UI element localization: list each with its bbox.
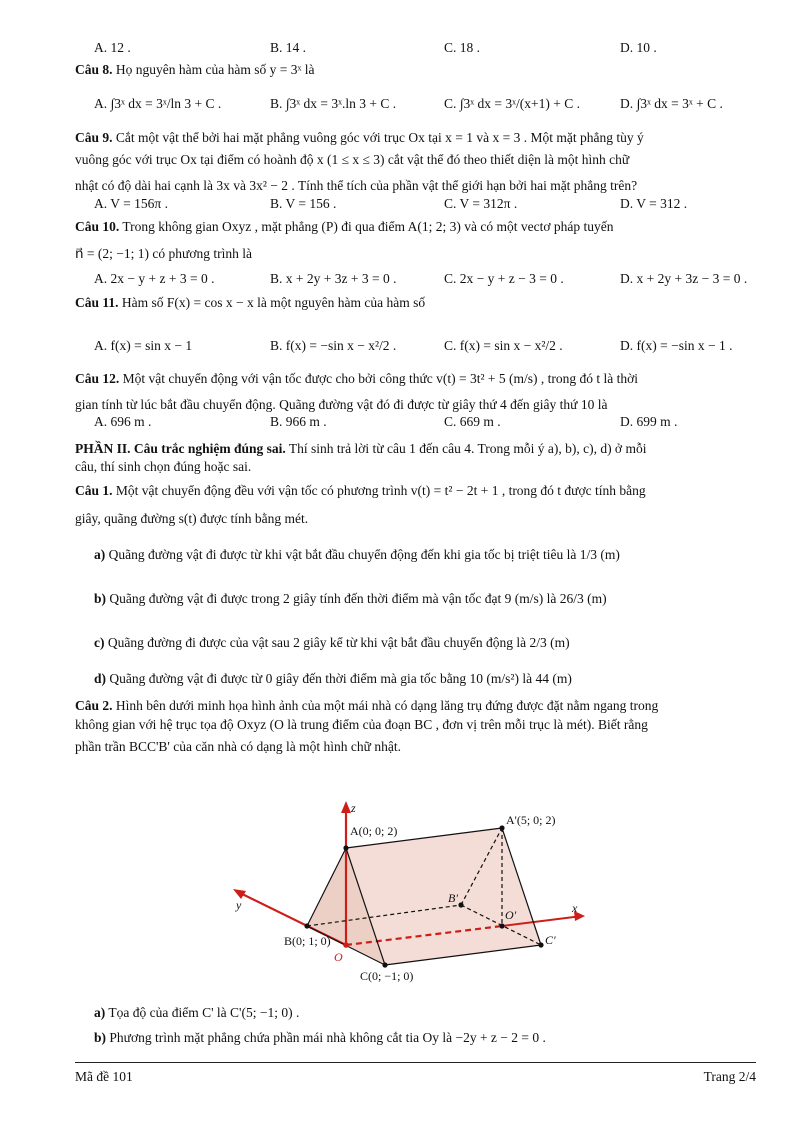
c2-item-a[interactable]: a) Tọa độ của điểm C' là C'(5; −1; 0) . [94,1005,300,1020]
exam-code: Mã đề 101 [75,1069,133,1084]
q11-option-d: D. f(x) = −sin x − 1 . [620,338,733,353]
q10-option-a: A. 2x − y + z + 3 = 0 . [94,271,215,286]
q7-option-d: D. 10 . [620,40,657,55]
q7-option-c: C. 18 . [444,40,481,55]
q8-option-d: D. ∫3ˣ dx = 3ˣ + C . [620,96,723,111]
label-B-prime: B' [448,891,458,905]
label-O: O [334,950,343,964]
c2-line-2: không gian với hệ trục tọa độ Oxyz (O là trung điểm của đoạn BC , đơn vị trên mỗi trục là mét). Biết rằng [75,717,648,732]
q12-option-c: C. 669 m . [444,414,501,429]
c1-item-c[interactable]: c) Quãng đường đi được của vật sau 2 giây kể từ khi vật bắt đầu chuyển động là 2/3 (m) [94,635,570,650]
z-axis-arrow-icon [341,801,351,813]
q7-option-b: B. 14 . [270,40,307,55]
label-C-prime: C' [545,933,556,947]
q12-line-2: gian tính từ lúc bắt đầu chuyển động. Quãng đường vật đó đi được từ giây thứ 4 đến giây thứ 10 là [75,397,608,412]
label-x: x [572,901,578,915]
c1-line-2: giây, quãng đường s(t) được tính bằng mét. [75,511,309,526]
q11-option-c: C. f(x) = sin x − x²/2 . [444,338,563,353]
c2-line-3: phần trần BCC'B' của căn nhà có dạng là một hình chữ nhật. [75,739,401,754]
q12-option-b: B. 966 m . [270,414,327,429]
label-A-prime: A'(5; 0; 2) [506,813,556,827]
c1-item-d[interactable]: d) Quãng đường vật đi được từ 0 giây đến thời điểm mà gia tốc bằng 10 (m/s²) là 44 (m) [94,671,572,686]
q9-line-2: vuông góc với trục Ox tại điểm có hoành độ x (1 ≤ x ≤ 3) cắt vật thể đó theo thiết diện là một hình chữ [75,152,630,167]
label-O-prime: O' [505,908,517,922]
q9-option-d: D. V = 312 . [620,196,688,211]
q12-option-a: A. 696 m . [94,414,152,429]
q8-option-a: A. ∫3ˣ dx = 3ˣ/ln 3 + C . [94,96,222,111]
q8-option-b: B. ∫3ˣ dx = 3ˣ.ln 3 + C . [270,96,397,111]
q7-option-a: A. 12 . [94,40,131,55]
q8-option-c: C. ∫3ˣ dx = 3ˣ/(x+1) + C . [444,96,580,111]
q9-line-1: Câu 9. Cắt một vật thể bởi hai mặt phẳng vuông góc với trục Ox tại x = 1 và x = 3 . Một mặt phẳng tùy ý [75,130,644,145]
q12-option-d: D. 699 m . [620,414,678,429]
q9-option-b: B. V = 156 . [270,196,337,211]
q9-option-c: C. V = 312π . [444,196,518,211]
q11-option-b: B. f(x) = −sin x − x²/2 . [270,338,397,353]
label-z: z [351,801,356,815]
part2-heading: PHẦN II. Câu trắc nghiệm đúng sai. Thí sinh trả lời từ câu 1 đến câu 4. Trong mỗi ý a), b), c), d) ở mỗi [75,441,647,456]
label-B: B(0; 1; 0) [284,934,331,948]
q10-option-b: B. x + 2y + 3z + 3 = 0 . [270,271,397,286]
q10-line-2: n⃗ = (2; −1; 1) có phương trình là [75,246,252,261]
q11-option-a: A. f(x) = sin x − 1 [94,338,193,353]
q11-stem: Câu 11. Hàm số F(x) = cos x − x là một nguyên hàm của hàm số [75,295,426,310]
q9-option-a: A. V = 156π . [94,196,168,211]
c2-line-1: Câu 2. Hình bên dưới minh họa hình ảnh của một mái nhà có dạng lăng trụ đứng được đặt nằm ngang trong [75,698,659,713]
label-y: y [236,898,242,912]
page-footer [75,1062,756,1084]
c1-item-b[interactable]: b) Quãng đường vật đi được trong 2 giây tính đến thời điểm mà vận tốc đạt 9 (m/s) là 26/3 (m) [94,591,607,606]
c1-line-1: Câu 1. Một vật chuyển động đều với vận tốc có phương trình v(t) = t² − 2t + 1 , trong đó t được tính bằng [75,483,646,498]
q12-line-1: Câu 12. Một vật chuyển động với vận tốc được cho bởi công thức v(t) = 3t² + 5 (m/s) , trong đó t là thời [75,371,639,386]
q10-option-c: C. 2x − y + z − 3 = 0 . [444,271,564,286]
page-number: Trang 2/4 [703,1069,756,1084]
q10-line-1: Câu 10. Trong không gian Oxyz , mặt phẳng (P) đi qua điểm A(1; 2; 3) và có một vectơ pháp tuyến [75,219,614,234]
part2-line-2: câu, thí sinh chọn đúng hoặc sai. [75,459,252,474]
q8-stem: Câu 8. Họ nguyên hàm của hàm số y = 3ˣ là [75,62,315,77]
q10-option-d: D. x + 2y + 3z − 3 = 0 . [620,271,748,286]
label-C: C(0; −1; 0) [360,969,414,983]
c2-item-b[interactable]: b) Phương trình mặt phẳng chứa phần mái nhà không cắt tia Oy là −2y + z − 2 = 0 . [94,1030,546,1045]
q9-line-3: nhật có độ dài hai cạnh là 3x và 3x² − 2 . Tính thể tích của phần vật thể giới hạn bởi hai mặt phẳng trên? [75,178,638,193]
c1-item-a[interactable]: a) Quãng đường vật đi được từ khi vật bắt đầu chuyển động đến khi gia tốc bị triệt tiêu là 1/3 (m) [94,547,620,562]
label-A: A(0; 0; 2) [350,824,398,838]
